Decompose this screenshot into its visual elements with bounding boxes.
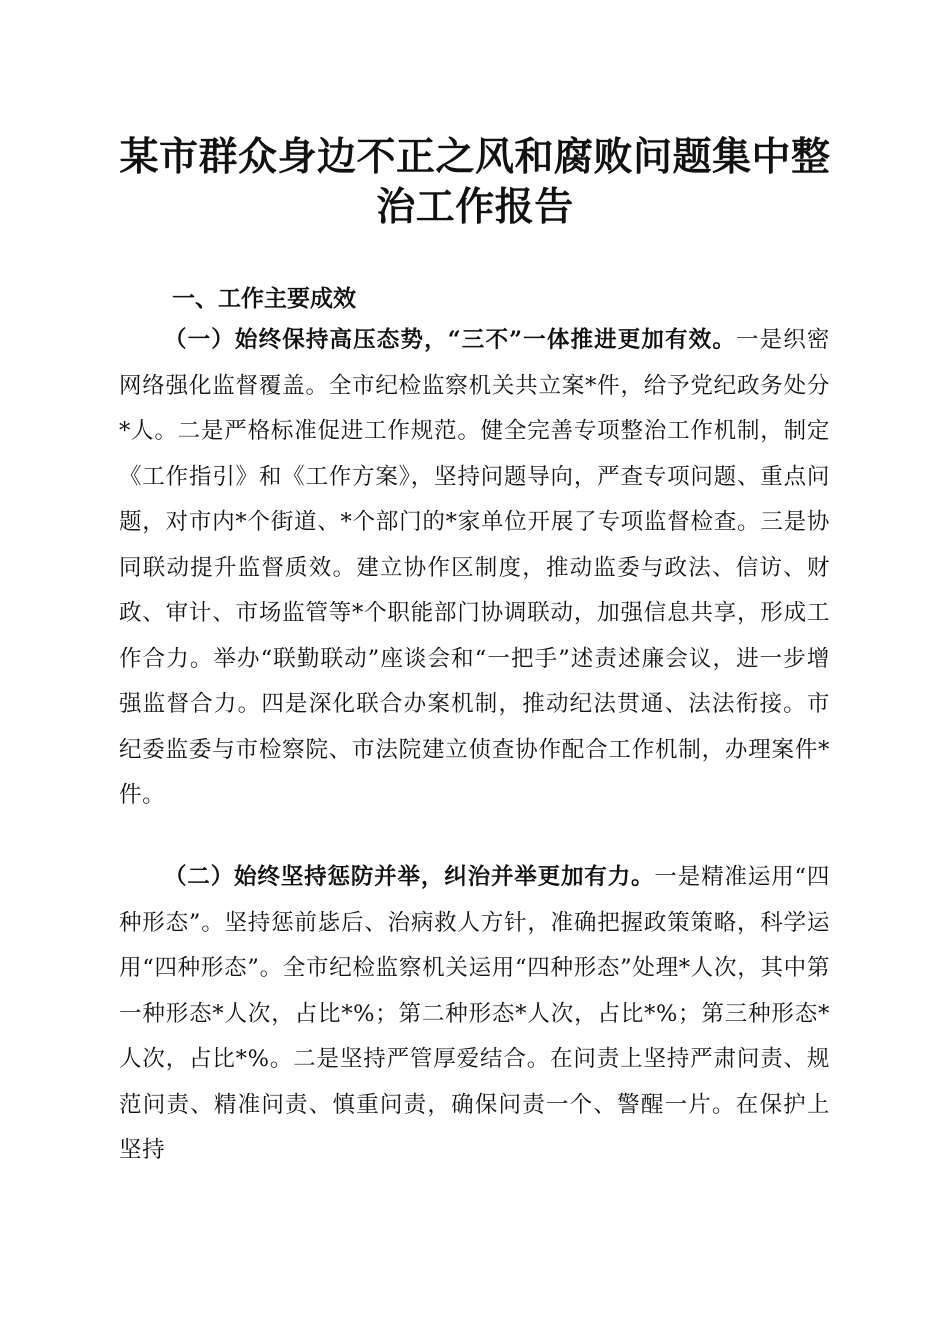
- paragraph-2: [119, 855, 830, 1174]
- paragraph-1: [119, 318, 830, 819]
- paragraph-1-subheading: （一）始终保持高压态势，“三不”一体推进更加有效。: [164, 327, 736, 353]
- paragraph-1-text: 一是织密网络强化监督覆盖。全市纪检监察机关共立案*件，给予党纪政务处分*人。二是严格标准促进工作规范。健全完善专项整治工作机制，制定《工作指引》和《工作方案》，坚持问题导向，严查专项问题、重点问题，对市内*个街道、*个部门的*家单位开展了专项监督检查。三是协同联动提升监督质效。建立协作区制度，推动监委与政法、信访、财政、审计、市场监管等*个职能部门协调联动，加强信息共享，形成工作合力。举办“联勤联动”座谈会和“一把手”述责述廉会议，进一步增强监督合力。四是深化联合办案机制，推动纪法贯通、法法衔接。市纪委监委与市检察院、市法院建立侦查协作配合工作机制，办理案件*件。: [119, 327, 830, 808]
- paragraph-2-text: 一是精准运用“四种形态”。坚持惩前毖后、治病救人方针，准确把握政策策略，科学运用“四种形态”。全市纪检监察机关运用“四种形态”处理*人次，其中第一种形态*人次，占比*%；第二种形态*人次，占比*%；第三种形态*人次，占比*%。二是坚持严管厚爱结合。在问责上坚持严肃问责、规范问责、精准问责、慎重问责，确保问责一个、警醒一片。在保护上坚持: [119, 864, 830, 1163]
- document-title: 某市群众身边不正之风和腐败问题集中整治工作报告: [119, 134, 831, 230]
- section-heading: 一、工作主要成效: [172, 286, 356, 312]
- paragraph-2-subheading: （二）始终坚持惩防并举，纠治并举更加有力。: [164, 864, 655, 890]
